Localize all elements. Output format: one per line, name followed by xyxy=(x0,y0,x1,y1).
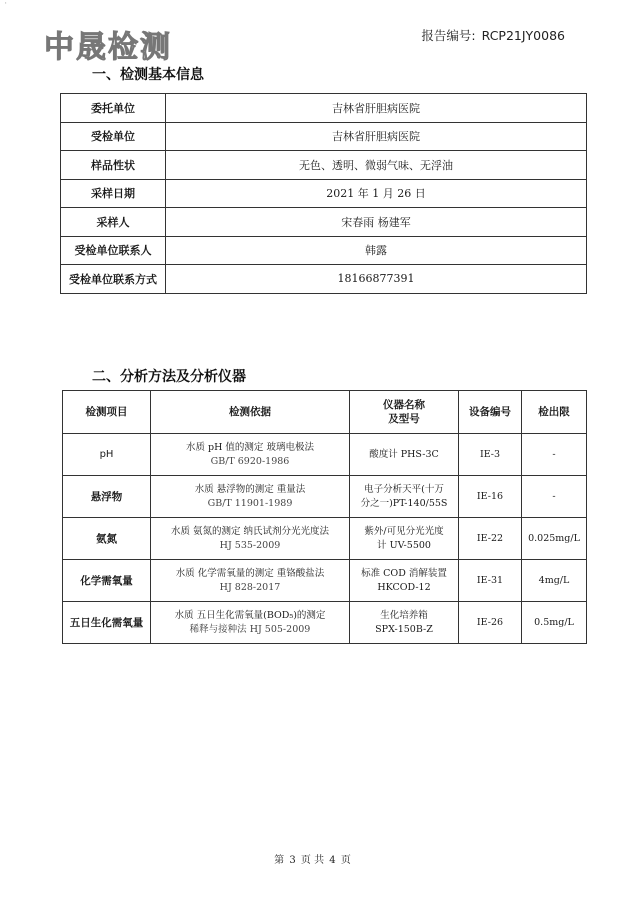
company-logo: 中晟检测 xyxy=(44,30,172,65)
header-limit: 检出限 xyxy=(522,391,587,434)
info-label: 委托单位 xyxy=(61,94,166,123)
report-number-label: 报告编号: xyxy=(421,28,476,43)
method-item: 悬浮物 xyxy=(63,476,151,518)
method-instrument-line1: 酸度计 PHS-3C xyxy=(369,448,439,460)
info-value: 吉林省肝胆病医院 xyxy=(166,122,587,151)
info-value: 2021 年 1 月 26 日 xyxy=(166,179,587,208)
info-value: 无色、透明、微弱气味、无浮油 xyxy=(166,151,587,180)
header-basis: 检测依据 xyxy=(151,391,350,434)
method-limit: 0.5mg/L xyxy=(522,602,587,644)
info-row xyxy=(61,122,587,151)
basic-info-table xyxy=(60,93,587,294)
info-row xyxy=(61,236,587,265)
report-number xyxy=(421,26,565,44)
method-basis-line1: 水质 氨氮的测定 纳氏试剂分光光度法 xyxy=(170,525,330,537)
header-instrument-line2: 及型号 xyxy=(388,413,420,425)
method-device-no: IE-26 xyxy=(459,602,522,644)
method-instrument xyxy=(350,434,459,476)
methods-header-row xyxy=(63,391,587,434)
corner-mark: ' xyxy=(5,2,7,9)
info-value: 韩露 xyxy=(166,236,587,265)
header-device-no: 设备编号 xyxy=(459,391,522,434)
method-instrument-line1: 紫外/可见分光光度 xyxy=(364,525,444,537)
method-basis xyxy=(151,476,350,518)
method-basis-line2: GB/T 6920-1986 xyxy=(210,455,290,467)
page-prefix: 第 xyxy=(274,855,285,866)
method-basis-line1: 水质 pH 值的测定 玻璃电极法 xyxy=(186,441,314,453)
methods-table xyxy=(62,390,587,644)
method-row xyxy=(63,560,587,602)
header-instrument xyxy=(350,391,459,434)
method-basis-line1: 水质 五日生化需氧量(BOD₅)的测定 xyxy=(174,609,326,621)
method-instrument-line2: 计 UV-5500 xyxy=(377,539,431,551)
method-limit: 4mg/L xyxy=(522,560,587,602)
page-mid: 页 共 xyxy=(300,855,325,866)
method-basis xyxy=(151,560,350,602)
method-row xyxy=(63,602,587,644)
method-instrument-line1: 电子分析天平(十万 xyxy=(364,483,444,495)
method-instrument xyxy=(350,602,459,644)
method-item: 五日生化需氧量 xyxy=(63,602,151,644)
info-label: 受检单位联系人 xyxy=(61,236,166,265)
method-basis-line2: 稀释与接种法 HJ 505-2009 xyxy=(189,623,311,635)
method-basis-line2: HJ 828-2017 xyxy=(219,581,281,593)
method-instrument-line2: SPX-150B-Z xyxy=(375,623,433,635)
report-number-value: RCP21JY0086 xyxy=(481,28,565,43)
method-basis xyxy=(151,518,350,560)
method-instrument-line2: 分之一)PT-140/55S xyxy=(360,497,448,509)
method-instrument-line1: 生化培养箱 xyxy=(380,609,428,621)
page-current: 3 xyxy=(289,855,296,866)
info-row xyxy=(61,265,587,294)
method-device-no: IE-16 xyxy=(459,476,522,518)
method-limit: - xyxy=(522,476,587,518)
header-item: 检测项目 xyxy=(63,391,151,434)
info-row xyxy=(61,208,587,237)
page-suffix: 页 xyxy=(340,855,351,866)
page-total: 4 xyxy=(329,855,336,866)
section-title-methods: 二、分析方法及分析仪器 xyxy=(92,369,246,385)
info-row xyxy=(61,151,587,180)
method-row xyxy=(63,434,587,476)
method-instrument-line1: 标准 COD 消解装置 xyxy=(361,567,447,579)
info-label: 采样日期 xyxy=(61,179,166,208)
info-label: 采样人 xyxy=(61,208,166,237)
info-value: 吉林省肝胆病医院 xyxy=(166,94,587,123)
section-title-basic-info: 一、检测基本信息 xyxy=(92,67,204,83)
method-row xyxy=(63,476,587,518)
method-device-no: IE-3 xyxy=(459,434,522,476)
method-item: 氨氮 xyxy=(63,518,151,560)
method-instrument xyxy=(350,518,459,560)
info-label: 受检单位联系方式 xyxy=(61,265,166,294)
info-row xyxy=(61,94,587,123)
header-instrument-line1: 仪器名称 xyxy=(383,399,425,411)
info-row xyxy=(61,179,587,208)
info-label: 受检单位 xyxy=(61,122,166,151)
method-item: 化学需氧量 xyxy=(63,560,151,602)
method-item: pH xyxy=(63,434,151,476)
method-limit: - xyxy=(522,434,587,476)
method-basis-line2: HJ 535-2009 xyxy=(219,539,281,551)
info-label: 样品性状 xyxy=(61,151,166,180)
method-basis-line1: 水质 化学需氧量的测定 重铬酸盐法 xyxy=(175,567,325,579)
method-basis-line1: 水质 悬浮物的测定 重量法 xyxy=(194,483,306,495)
method-basis-line2: GB/T 11901-1989 xyxy=(207,497,293,509)
method-basis xyxy=(151,434,350,476)
method-device-no: IE-22 xyxy=(459,518,522,560)
method-limit: 0.025mg/L xyxy=(522,518,587,560)
method-basis xyxy=(151,602,350,644)
info-value: 宋春雨 杨建军 xyxy=(166,208,587,237)
method-instrument xyxy=(350,476,459,518)
method-device-no: IE-31 xyxy=(459,560,522,602)
method-instrument xyxy=(350,560,459,602)
method-row xyxy=(63,518,587,560)
method-instrument-line2: HKCOD-12 xyxy=(377,581,431,593)
page-footer xyxy=(0,851,625,866)
info-value: 18166877391 xyxy=(166,265,587,294)
